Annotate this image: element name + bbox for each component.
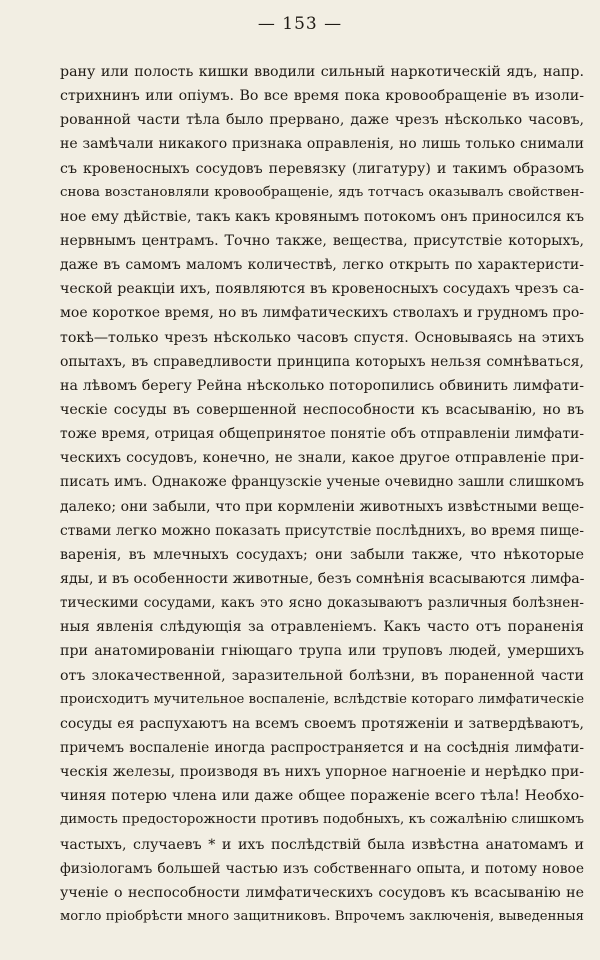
text-line: рану или полость кишки вводили сильный наркотическій ядъ, напр. — [60, 64, 584, 80]
text-line: ныя явленія слѣдующія за отравленіемъ. Какъ часто отъ пораненія — [60, 619, 584, 636]
text-line: ческихъ сосудовъ, конечно, не знали, какое другое отправленіе при- — [60, 450, 584, 467]
text-line: тическими сосудами, какъ это ясно доказываютъ различныя болѣзнен- — [60, 595, 584, 612]
text-line: даже въ самомъ маломъ количествѣ, легко открыть по характеристи- — [60, 257, 584, 274]
text-line: варенія, въ млечныхъ сосудахъ; они забыли также, что нѣкоторые — [60, 546, 584, 563]
text-line: опытахъ, въ справедливости принципа которыхъ нельзя сомнѣваться, — [60, 353, 584, 370]
text-line: яды, и въ особенности животные, безъ сомнѣнія всасываются лимфа- — [60, 570, 585, 587]
text-line: при анатомированіи гніющаго трупа или труповъ людей, умершихъ — [60, 643, 584, 660]
body-text — [60, 60, 584, 929]
text-line: могло пріобрѣсти много защитниковъ. Впрочемъ заключенія, выведенныя — [60, 908, 584, 924]
text-line: происходитъ мучительное воспаленіе, вслѣдствіе котораго лимфатическіе — [60, 691, 584, 707]
text-line: ученіе о неспособности лимфатическихъ сосудовъ къ всасыванію не — [60, 884, 584, 901]
text-line: токѣ—только чрезъ нѣсколько часовъ спустя. Основываясь на этихъ — [60, 329, 584, 346]
text-line: ствами легко можно показать присутствіе послѣднихъ, во время пище- — [60, 522, 584, 539]
text-line: причемъ воспаленіе иногда распространяется и на сосѣднія лимфати- — [60, 739, 584, 756]
text-line: мое короткое время, но въ лимфатическихъ стволахъ и грудномъ про- — [60, 305, 584, 322]
text-line: нервнымъ центрамъ. Точно также, вещества, присутствіе которыхъ, — [60, 232, 584, 249]
text-line: писать имъ. Однакоже французскіе ученые очевидно зашли слишкомъ — [60, 474, 584, 491]
text-line: снова возстановляли кровообращеніе, ядъ тотчасъ оказывалъ свойствен- — [60, 184, 584, 200]
text-line: рованной части тѣла было прервано, даже чрезъ нѣсколько часовъ, — [60, 112, 584, 129]
text-line: ческія железы, производя въ нихъ упорное нагноеніе и нерѣдко при- — [60, 764, 584, 781]
text-line: съ кровеносныхъ сосудовъ перевязку (лигатуру) и такимъ образомъ — [60, 160, 584, 177]
text-line: ческой реакціи ихъ, появляются въ кровеносныхъ сосудахъ чрезъ са- — [60, 281, 584, 298]
text-line: тоже время, отрицая общепринятое понятіе объ отправленіи лимфати- — [60, 426, 584, 443]
text-line: чиняя потерю члена или даже общее пораженіе всего тѣла! Необхо- — [60, 788, 584, 805]
text-line: отъ злокачественной, заразительной болѣзни, въ пораненной части — [60, 667, 584, 684]
text-line: частыхъ, случаевъ * и ихъ послѣдствій была извѣстна анатомамъ и — [60, 836, 584, 853]
page-number: — 153 — — [257, 14, 343, 34]
text-line: физіологамъ большей частью изъ собственнаго опыта, и потому новое — [60, 860, 584, 877]
text-line: далеко; они забыли, что при кормленіи животныхъ извѣстными веще- — [60, 498, 584, 515]
text-line: димость предосторожности противъ подобныхъ, къ сожалѣнію слишкомъ — [60, 812, 585, 828]
text-line: сосуды ея распухаютъ на всемъ своемъ протяженіи и затвердѣваютъ, — [60, 715, 584, 732]
text-line: стрихнинъ или опіумъ. Во все время пока кровообращеніе въ изоли- — [60, 88, 584, 105]
text-line: на лѣвомъ берегу Рейна нѣсколько поторопились обвинить лимфати- — [60, 377, 584, 394]
text-line: ное ему дѣйствіе, такъ какъ кровянымъ потокомъ онъ приносился къ — [60, 208, 584, 225]
text-line: ческіе сосуды въ совершенной неспособности къ всасыванію, но въ — [60, 401, 584, 418]
text-line: не замѣчали никакого признака оправленія, но лишь только снимали — [60, 136, 584, 153]
